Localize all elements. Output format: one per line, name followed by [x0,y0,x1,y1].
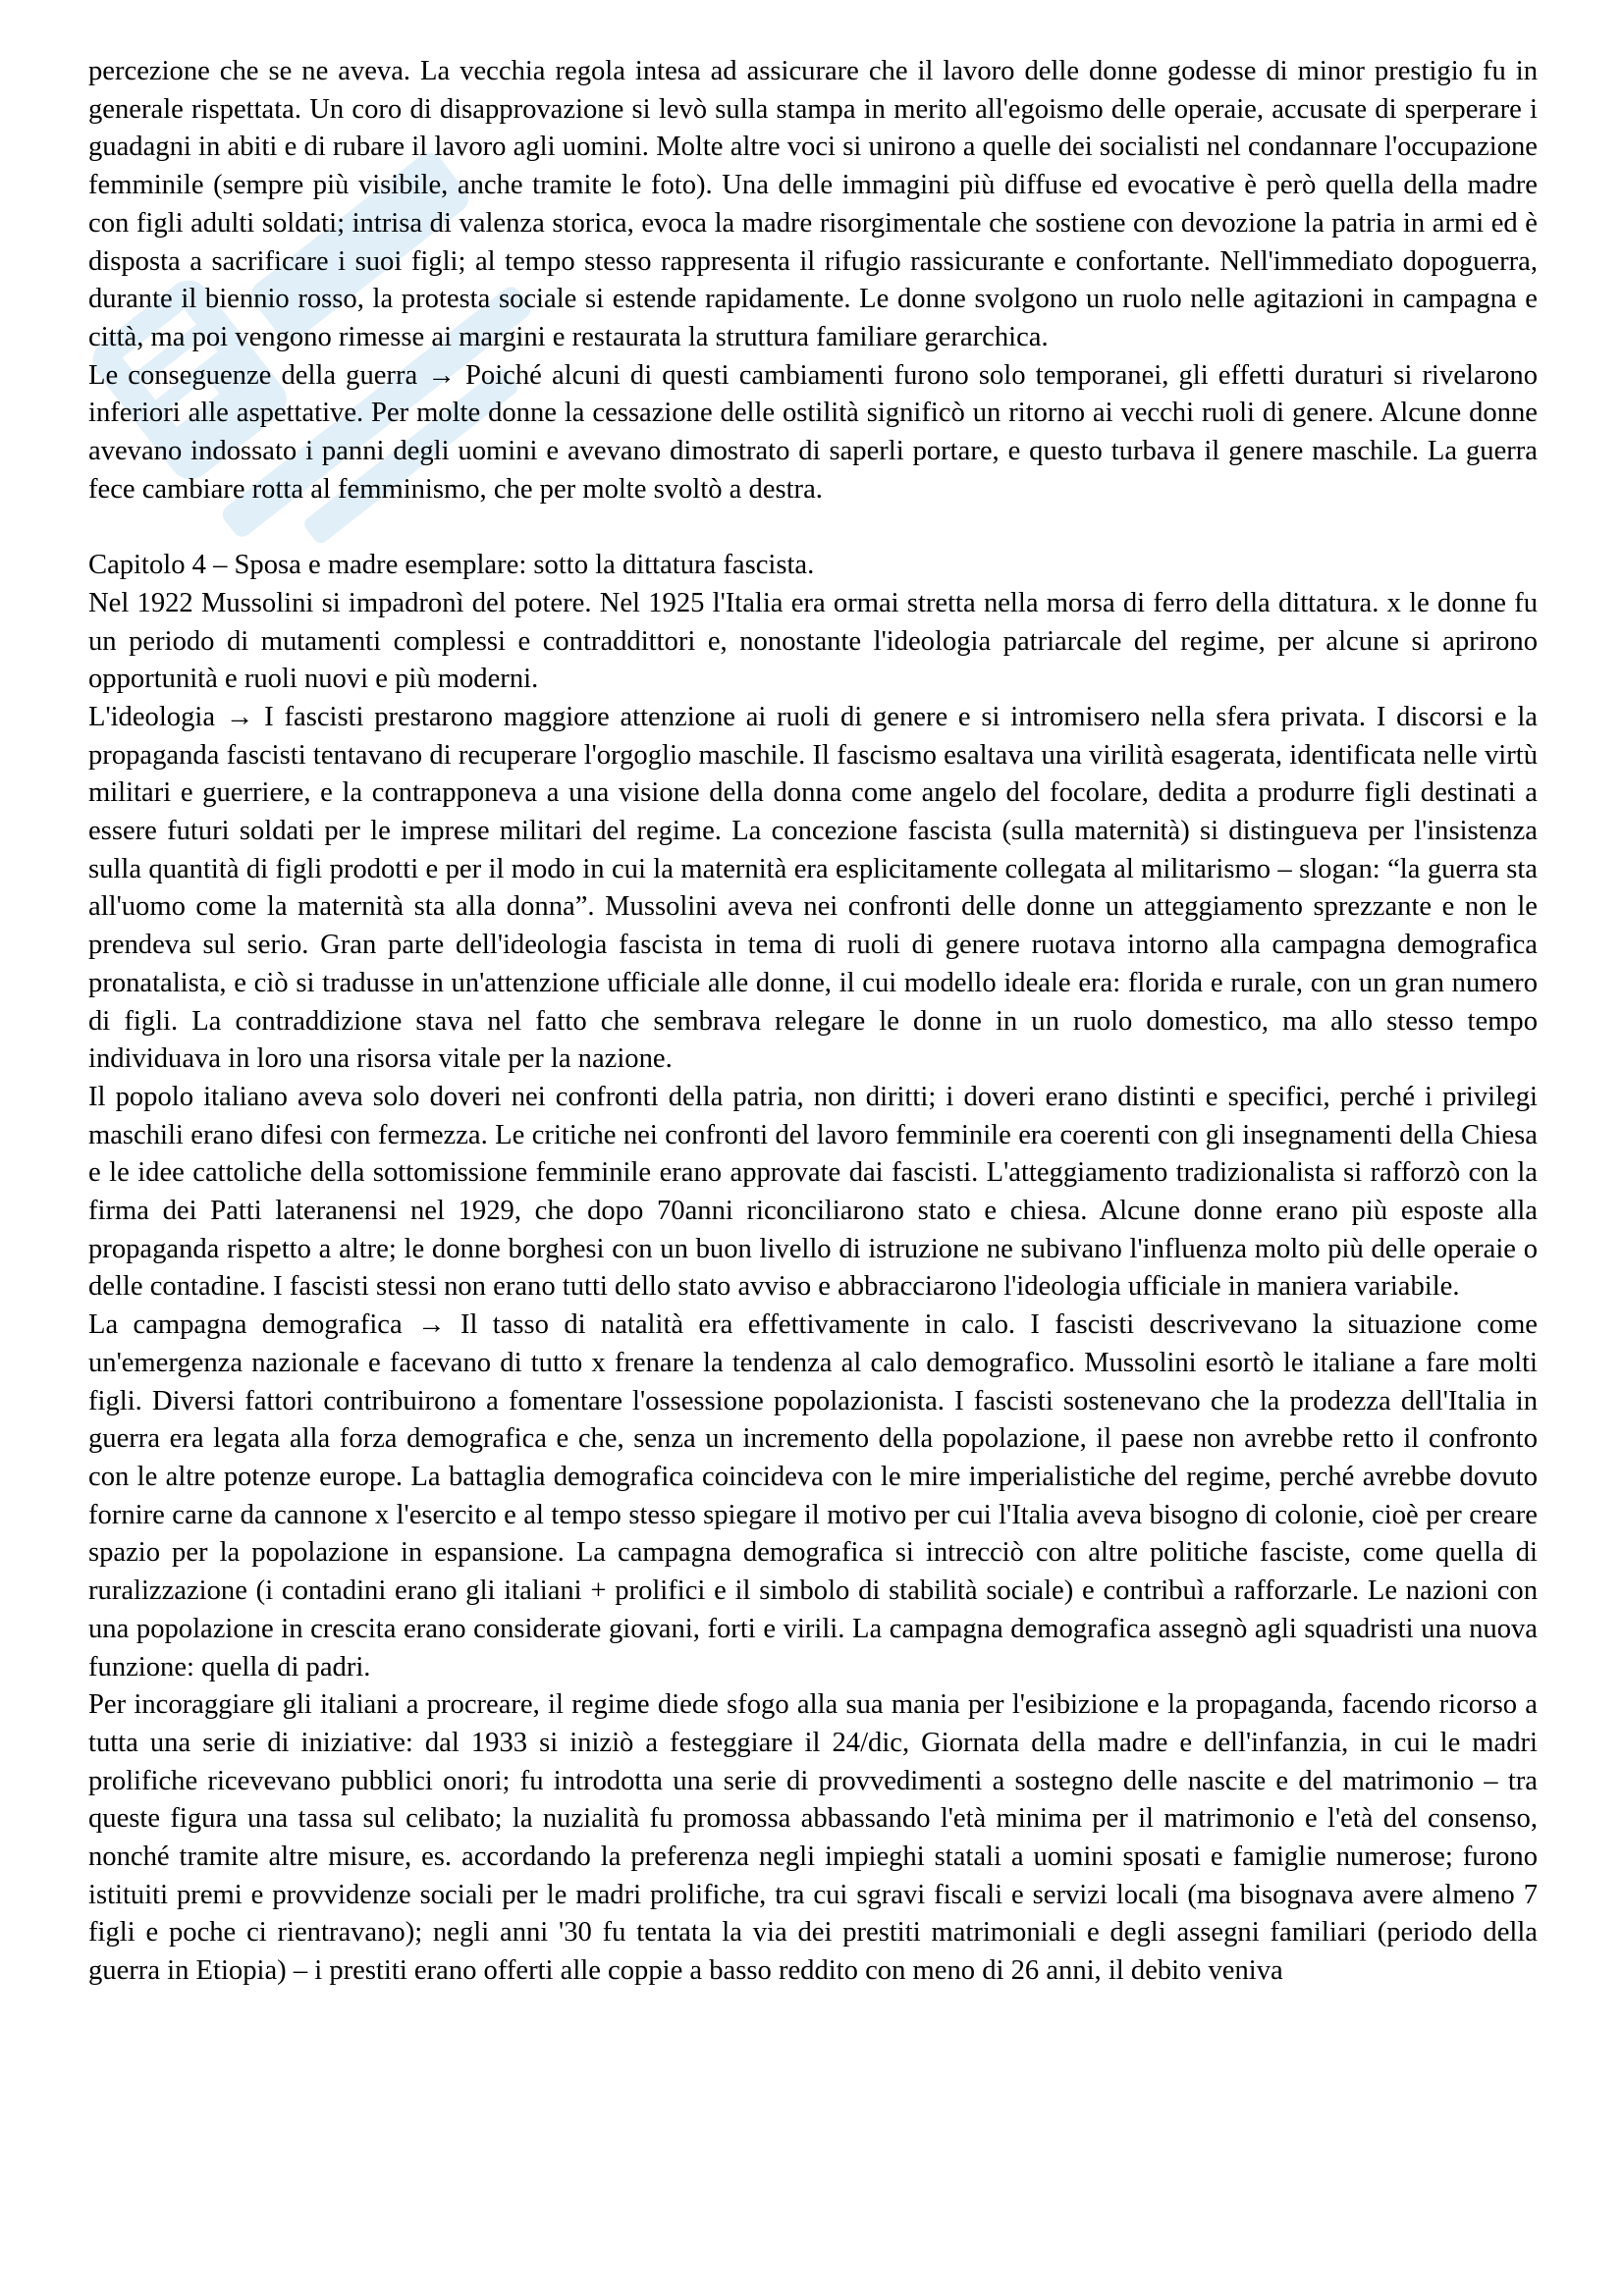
paragraph: Il popolo italiano aveva solo doveri nei confronti della patria, non diritti; i doveri erano distinti e specifici, perché i privilegi maschili erano difesi con fermezza. Le critiche nei confronti del lavoro femminile era coerenti con gli insegnamenti della Chiesa e le idee cattoliche della sottomissione femminile erano approvate dai fascisti. L'atteggiamento tradizionalista si rafforzò con la firma dei Patti lateranensi nel 1929, che dopo 70anni riconciliarono stato e chiesa. Alcune donne erano più esposte alla propaganda rispetto a altre; le donne borghesi con un buon livello di istruzione ne subivano l'influenza molto più delle operaie o delle contadine. I fascisti stessi non erano tutti dello stato avviso e abbracciarono l'ideologia ufficiale in maniera variabile. [88,1081,1538,1303]
document-text [88,53,1538,1991]
paragraph: Per incoraggiare gli italiani a procreare, il regime diede sfogo alla sua mania per l'esibizione e la propaganda, facendo ricorso a tutta una serie di iniziative: dal 1933 si iniziò a festeggiare il 24/dic, Giornata della madre e dell'infanzia, in cui le madri prolifiche ricevevano pubblici onori; fu introdotta una serie di provvedimenti a sostegno delle nascite e del matrimonio – tra queste figura una tassa sul celibato; la nuzialità fu promossa abbassando l'età minima per il matrimonio e l'età del consenso, nonché tramite altre misure, es. accordando la preferenza negli impieghi statali a uomini sposati e famiglie numerose; furono istituiti premi e provvidenze sociali per le madri prolifiche, tra cui sgravi fiscali e servizi locali (ma bisognava avere almeno 7 figli e poche ci rientravano); negli anni '30 fu tentata la via dei prestiti matrimoniali e degli assegni familiari (periodo della guerra in Etiopia) – i prestiti erano offerti alle coppie a basso reddito con meno di 26 anni, il debito veniva [88,1689,1538,1987]
paragraph: Le conseguenze della guerra → Poiché alcuni di questi cambiamenti furono solo temporanei, gli effetti duraturi si rivelarono inferiori alle aspettative. Per molte donne la cessazione delle ostilità significò un ritorno ai vecchi ruoli di genere. Alcune donne avevano indossato i panni degli uomini e avevano dimostrato di saperli portare, e questo turbava il genere maschile. La guerra fece cambiare rotta al femminismo, che per molte svoltò a destra. [88,359,1538,505]
paragraph: La campagna demografica → Il tasso di natalità era effettivamente in calo. I fascisti descrivevano la situazione come un'emergenza nazionale e facevano di tutto x frenare la tendenza al calo demografico. Mussolini esortò le italiane a fare molti figli. Diversi fattori contribuirono a fomentare l'ossessione popolazionista. I fascisti sostenevano che la prodezza dell'Italia in guerra era legata alla forza demografica e che, senza un incremento della popolazione, il paese non avrebbe retto il confronto con le altre potenze europe. La battaglia demografica coincideva con le mire imperialistiche del regime, perché avrebbe dovuto fornire carne da cannone x l'esercito e al tempo stesso spiegare il motivo per cui l'Italia aveva bisogno di colonie, cioè per creare spazio per la popolazione in espansione. La campagna demografica si intrecciò con altre politiche fasciste, come quella di ruralizzazione (i contadini erano gli italiani + prolifici e il simbolo di stabilità sociale) e contribuì a rafforzarle. Le nazioni con una popolazione in crescita erano considerate giovani, forti e virili. La campagna demografica assegnò agli squadristi una nuova funzione: quella di padri. [88,1309,1538,1682]
chapter-heading: Capitolo 4 – Sposa e madre esemplare: sotto la dittatura fascista. [88,550,815,581]
paragraph: Nel 1922 Mussolini si impadronì del potere. Nel 1925 l'Italia era ormai stretta nella morsa di ferro della dittatura. x le donne fu un periodo di mutamenti complessi e contraddittori e, nonostante l'ideologia patriarcale del regime, per alcune si aprirono opportunità e ruoli nuovi e più moderni. [88,587,1538,695]
blank-line [88,508,1538,547]
paragraph: percezione che se ne aveva. La vecchia regola intesa ad assicurare che il lavoro delle donne godesse di minor prestigio fu in generale rispettata. Un coro di disapprovazione si levò sulla stampa in merito all'egoismo delle operaie, accusate di sperperare i guadagni in abiti e di rubare il lavoro agli uomini. Molte altre voci si unirono a quelle dei socialisti nel condannare l'occupazione femminile (sempre più visibile, anche tramite le foto). Una delle immagini più diffuse ed evocative è però quella della madre con figli adulti soldati; intrisa di valenza storica, evoca la madre risorgimentale che sostiene con devozione la patria in armi ed è disposta a sacrificare i suoi figli; al tempo stesso rappresenta il rifugio rassicurante e confortante. Nell'immediato dopoguerra, durante il biennio rosso, la protesta sociale si estende rapidamente. Le donne svolgono un ruolo nelle agitazioni in campagna e città, ma poi vengono rimesse ai margini e restaurata la struttura familiare gerarchica. [88,56,1538,352]
paragraph: L'ideologia → I fascisti prestarono maggiore attenzione ai ruoli di genere e si intromisero nella sfera privata. I discorsi e la propaganda fascisti tentavano di recuperare l'orgoglio maschile. Il fascismo esaltava una virilità esagerata, identificata nelle virtù militari e guerriere, e la contrapponeva a una visione della donna come angelo del focolare, dedita a produrre figli destinati a essere futuri soldati per le imprese militari del regime. La concezione fascista (sulla maternità) si distingueva per l'insistenza sulla quantità di figli prodotti e per il modo in cui la maternità era esplicitamente collegata al militarismo – slogan: “la guerra sta all'uomo come la maternità sta alla donna”. Mussolini aveva nei confronti delle donne un atteggiamento sprezzante e non le prendeva sul serio. Gran parte dell'ideologia fascista in tema di ruoli di genere ruotava intorno alla campagna demografica pronatalista, e ciò si tradusse in un'attenzione ufficiale alle donne, il cui modello ideale era: florida e rurale, con un gran numero di figli. La contraddizione stava nel fatto che sembrava relegare le donne in un ruolo domestico, ma allo stesso tempo individuava in loro una risorsa vitale per la nazione. [88,701,1538,1075]
